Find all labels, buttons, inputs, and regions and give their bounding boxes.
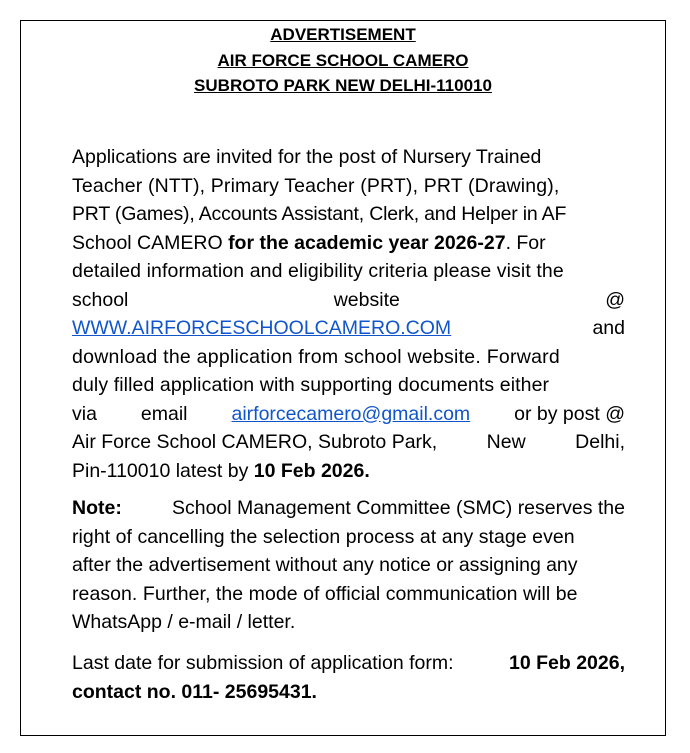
note-line: right of cancelling the selection process at any stage even <box>72 525 575 548</box>
footer-paragraph <box>72 649 625 706</box>
advertisement-frame <box>20 20 666 736</box>
academic-year-emphasis: for the academic year 2026-27 <box>228 231 506 254</box>
school-name-heading: AIR FORCE SCHOOL CAMERO <box>217 51 469 70</box>
body-line: download the application from school website. Forward <box>72 345 561 368</box>
note-label: Note: <box>72 497 122 519</box>
deadline-date: 10 Feb 2026, <box>509 652 625 674</box>
advertisement-title: ADVERTISEMENT <box>270 25 416 44</box>
contact-number: contact no. 011- 25695431. <box>72 680 317 703</box>
note-line: WhatsApp / e-mail / letter. <box>72 611 296 633</box>
body-line: School CAMERO for the academic year 2026-27. For <box>72 231 546 254</box>
footer-line: Last date for submission of application form: 10 Feb 2026, <box>72 649 625 678</box>
note-paragraph <box>72 494 625 637</box>
note-line: after the advertisement without any notice or assigning any <box>72 554 578 576</box>
email-link[interactable]: airforcecamero@gmail.com <box>231 402 471 425</box>
body-line: PRT (Games), Accounts Assistant, Clerk, and Helper in AF <box>72 203 567 225</box>
body-line: WWW.AIRFORCESCHOOLCAMERO.COM and <box>72 314 625 343</box>
body-line: school website @ <box>72 288 625 311</box>
body-line: Applications are invited for the post of Nursery Trained <box>72 146 542 168</box>
footer-line <box>72 678 625 707</box>
school-address-heading: SUBROTO PARK NEW DELHI-110010 <box>194 76 492 95</box>
last-date-emphasis: 10 Feb 2026. <box>253 459 370 482</box>
website-link[interactable]: WWW.AIRFORCESCHOOLCAMERO.COM <box>72 317 452 339</box>
body-line: Air Force School CAMERO, Subroto Park, New Delhi, <box>72 431 625 453</box>
body-line: Teacher (NTT), Primary Teacher (PRT), PRT (Drawing), <box>72 174 560 197</box>
body-paragraph <box>72 143 625 485</box>
note-line: reason. Further, the mode of official communication will be <box>72 582 578 605</box>
body-line: Pin-110010 latest by 10 Feb 2026. <box>72 459 370 482</box>
body-line: duly filled application with supporting documents either <box>72 374 550 396</box>
body-line: via email airforcecamero@gmail.com or by post @ <box>72 400 625 429</box>
note-line: Note: School Management Committee (SMC) reserves the <box>72 494 625 523</box>
body-line: detailed information and eligibility criteria please visit the <box>72 260 564 282</box>
